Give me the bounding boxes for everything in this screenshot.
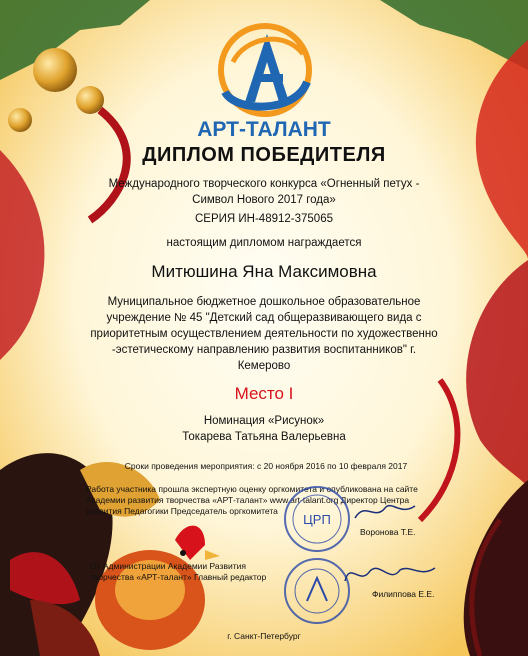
signer-2-name: Филиппова Е.Е. <box>372 589 435 599</box>
expert-name: Токарева Татьяна Валерьевна <box>182 431 346 443</box>
stamp-seal <box>282 484 352 554</box>
organization: Муниципальное бюджетное дошкольное образовательное учреждение № 45 "Детский сад общеразвивающего вида с приоритетным осуществлением деятельности по художественно -эстетическому направлению развития воспитанников" г. Кемерово <box>90 296 438 372</box>
evaluation-paragraph: Работа участника прошла экспертную оценку оргкомитета и опубликована на сайте Академии развития творчества «АРТ-талант» www.art-talant.org Директор Центра развития Педагогики Председатель оргкомитета <box>86 484 418 516</box>
art-talant-logo-icon <box>215 22 315 118</box>
diploma-title: ДИПЛОМ ПОБЕДИТЕЛЯ <box>142 144 386 166</box>
series-number: СЕРИЯ ИН-48912-375065 <box>195 213 333 225</box>
signer-1-name: Воронова Т.Е. <box>360 527 416 537</box>
nomination: Номинация «Рисунок» <box>203 415 325 427</box>
brand-name: АРТ-ТАЛАНТ <box>197 118 331 141</box>
event-dates: Сроки проведения мероприятия: с 20 ноября 2016 по 10 февраля 2017 <box>124 461 408 471</box>
signature-1 <box>350 496 420 526</box>
place: Место I <box>234 384 294 403</box>
award-line: настоящим дипломом награждается <box>166 237 362 249</box>
city: г. Санкт-Петербург <box>227 631 301 641</box>
competition-name: Международного творческого конкурса «Огненный петух - Символ Нового 2017 года» <box>108 178 420 206</box>
svg-text:ЦРП: ЦРП <box>303 512 331 527</box>
recipient-name: Митюшина Яна Максимовна <box>151 262 377 281</box>
administration-paragraph: От Администрации Академии Развития творчества «АРТ-талант» Главный редактор <box>90 561 267 582</box>
signature-2 <box>340 556 440 592</box>
